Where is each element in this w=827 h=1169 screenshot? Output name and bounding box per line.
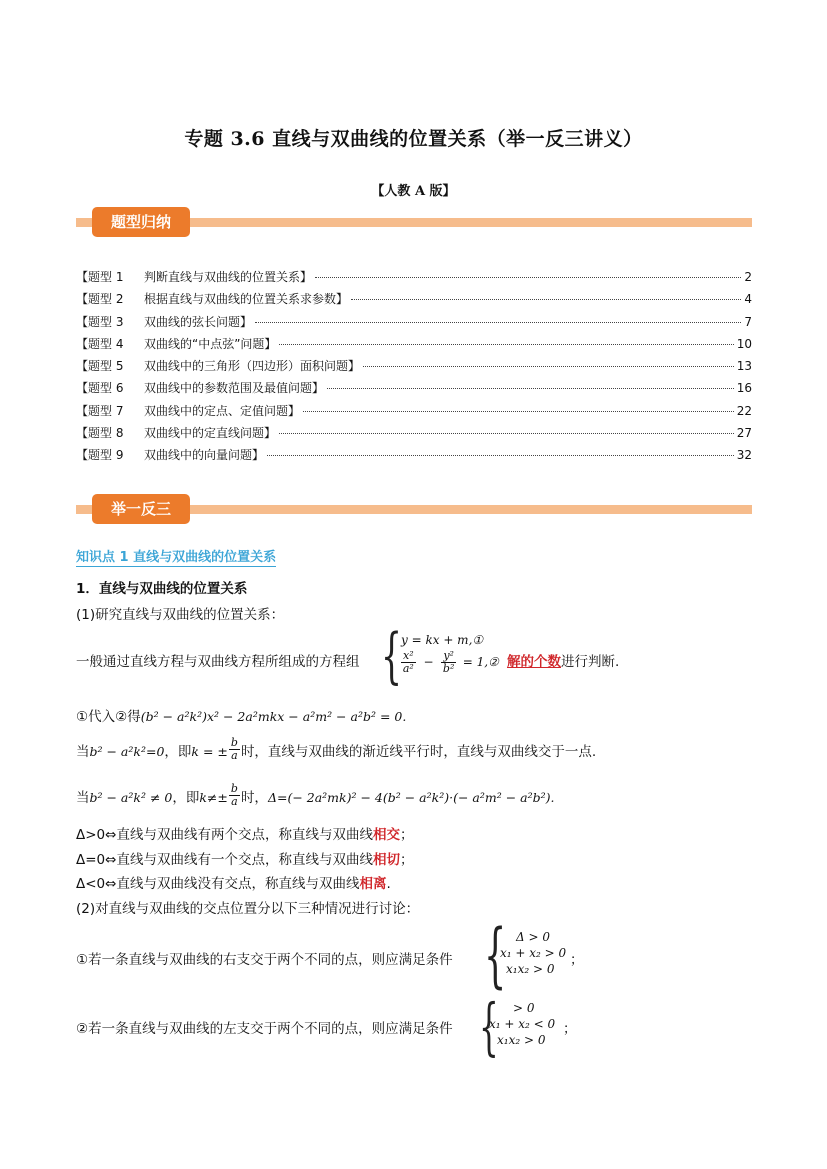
summary-banner-label: 题型归纳 bbox=[92, 207, 190, 237]
toc-entry[interactable]: 【题型 9 双曲线中的向量问题】 32 bbox=[76, 448, 752, 463]
toc-entry[interactable]: 【题型 1 判断直线与双曲线的位置关系】 2 bbox=[76, 270, 752, 284]
paragraph: (2)对直线与双曲线的交点位置分以下三种情况进行讨论： bbox=[76, 901, 420, 917]
brace-icon: { bbox=[381, 621, 403, 691]
toc-entry[interactable]: 【题型 4 双曲线的“中点弦”问题】 10 bbox=[76, 336, 752, 351]
toc-entry[interactable]: 【题型 5 双曲线中的三角形（四边形）面积问题】 13 bbox=[76, 359, 752, 374]
toc-entry[interactable]: 【题型 7 双曲线中的定点、定值问题】 22 bbox=[76, 403, 752, 418]
equation-system bbox=[401, 632, 499, 675]
toc-entry[interactable]: 【题型 2 根据直线与双曲线的位置关系求参数】 4 bbox=[76, 292, 752, 307]
paragraph: ①代入②得(b² − a²k²)x² − 2a²mkx − a²m² − a²b² = 0. bbox=[76, 709, 407, 725]
highlight-term: 解的个数 bbox=[507, 654, 561, 670]
paragraph: 一般通过直线方程与双曲线方程所组成的方程组 bbox=[76, 654, 360, 670]
condition-system: > 0 x₁ + x₂ < 0 x₁x₂ > 0 bbox=[489, 1001, 556, 1047]
formula: b² − a²k²=0 bbox=[89, 744, 165, 759]
toc-entry[interactable]: 【题型 6 双曲线中的参数范围及最值问题】 16 bbox=[76, 381, 752, 396]
section-heading: 1．直线与双曲线的位置关系 bbox=[76, 581, 248, 597]
condition-system: Δ > 0 x₁ + x₂ > 0 x₁x₂ > 0 bbox=[500, 930, 567, 976]
highlight-term: 相交 bbox=[372, 827, 400, 843]
brace-icon: { bbox=[479, 990, 499, 1063]
edition-label: 【人教 A 版】 bbox=[371, 184, 456, 199]
paragraph: Δ<0⇔直线与双曲线没有交点，称直线与双曲线相离. bbox=[76, 876, 391, 892]
brace-icon: { bbox=[484, 914, 507, 996]
paragraph: 当b² − a²k²=0，即k = ± $\frac{b}{a}$ 时，直线与双曲线的渐近线平行时，直线与双曲线交于一点. bbox=[76, 735, 597, 762]
paragraph: 解的个数进行判断. bbox=[507, 654, 620, 670]
table-of-contents bbox=[76, 268, 752, 469]
paragraph: 当b² − a²k² ≠ 0，即k≠± $\frac{b}{a}$ 时，Δ=(− 2a²mk)² − 4(b² − a²k²)·(− a²m² − a²b²). bbox=[76, 781, 555, 808]
paragraph: Δ=0⇔直线与双曲线有一个交点，称直线与双曲线相切； bbox=[76, 852, 414, 868]
highlight-term: 相离 bbox=[359, 876, 387, 892]
practice-banner-label: 举一反三 bbox=[92, 494, 190, 524]
toc-entry[interactable]: 【题型 8 双曲线中的定直线问题】 27 bbox=[76, 426, 752, 441]
formula: (b² − a²k²)x² − 2a²mkx − a²m² − a²b² = 0. bbox=[140, 709, 407, 724]
highlight-term: 相切 bbox=[372, 852, 400, 868]
formula: b² − a²k² ≠ 0 bbox=[89, 790, 173, 805]
equation-line: y = kx + m,① bbox=[401, 633, 484, 647]
summary-banner bbox=[76, 207, 752, 237]
formula: Δ=(− 2a²mk)² − 4(b² − a²k²)·(− a²m² − a²b²). bbox=[267, 790, 555, 805]
paragraph: Δ>0⇔直线与双曲线有两个交点，称直线与双曲线相交； bbox=[76, 827, 414, 843]
toc-entry[interactable]: 【题型 3 双曲线的弦长问题】 7 bbox=[76, 314, 752, 329]
paragraph: ①若一条直线与双曲线的右支交于两个不同的点，则应满足条件 bbox=[76, 952, 453, 968]
paragraph: (1)研究直线与双曲线的位置关系： bbox=[76, 607, 285, 623]
knowledge-point-heading: 知识点 1 直线与双曲线的位置关系 bbox=[76, 546, 276, 567]
practice-banner bbox=[76, 494, 752, 524]
paragraph: ②若一条直线与双曲线的左支交于两个不同的点，则应满足条件 bbox=[76, 1021, 453, 1037]
page-title: 专题 3.6 直线与双曲线的位置关系（举一反三讲义） bbox=[184, 128, 643, 150]
equation-line: $\frac{\text{x²}}{\text{a²}}$ − $\frac{\text{y²}}{\text{b²}}$ = 1,② bbox=[402, 649, 499, 675]
